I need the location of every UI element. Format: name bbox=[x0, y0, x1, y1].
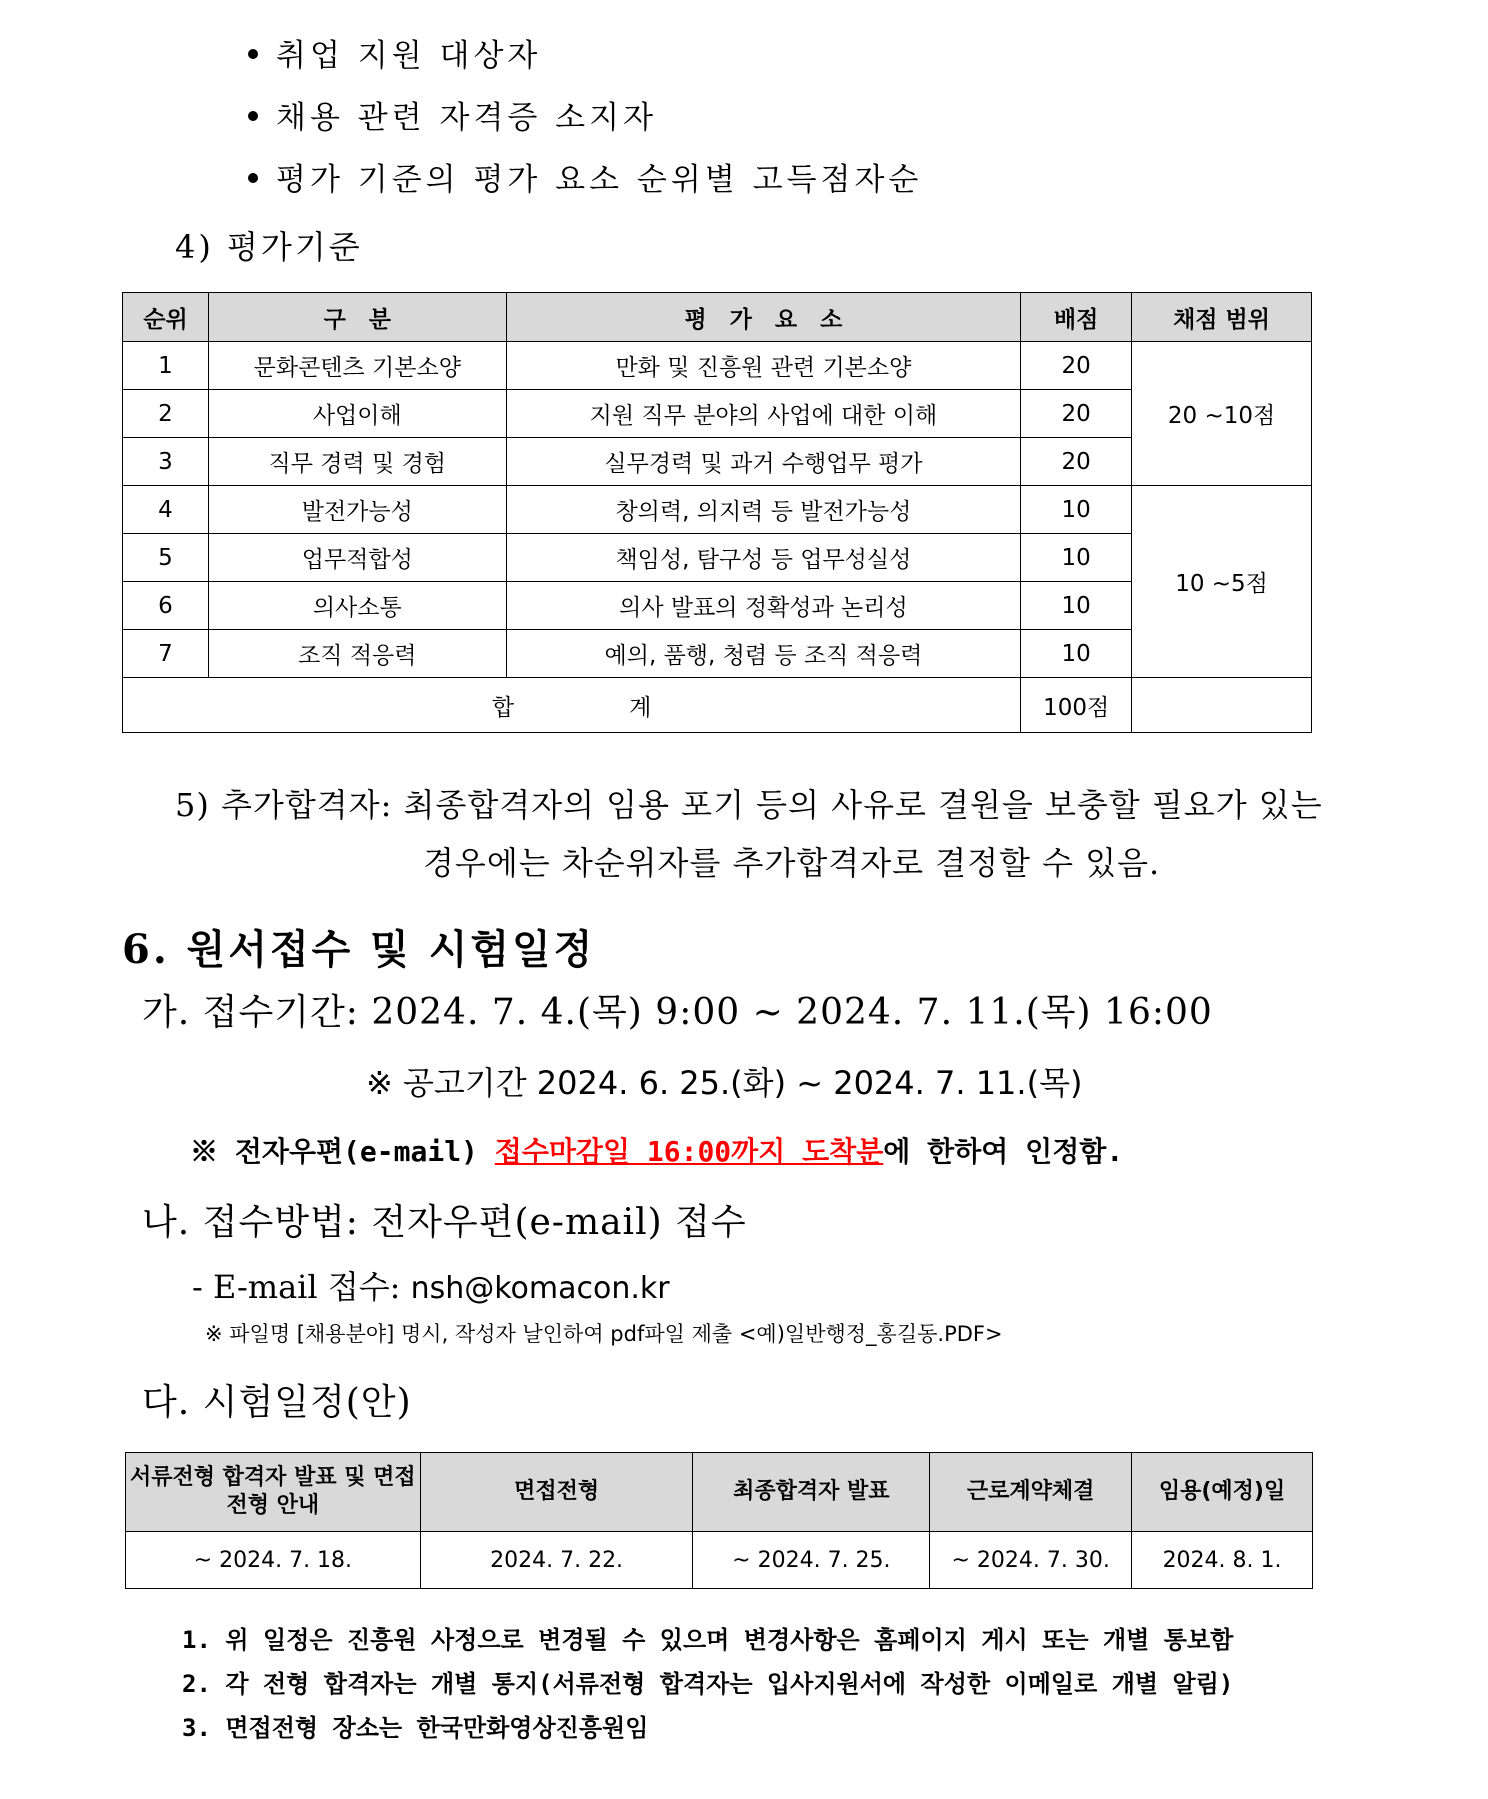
rank-cell: 4 bbox=[123, 486, 209, 534]
section5-line2: 경우에는 차순위자를 추가합격자로 결정할 수 있음. bbox=[423, 844, 1161, 882]
bullet-text: 취업 지원 대상자 bbox=[276, 38, 542, 74]
header-contract: 근로계약체결 bbox=[930, 1453, 1132, 1532]
notice-period: ※ 공고기간 2024. 6. 25.(화) ~ 2024. 7. 11.(목) bbox=[366, 1064, 1083, 1102]
table-row bbox=[123, 342, 1312, 390]
bullet-dot bbox=[248, 173, 258, 183]
exam-schedule-table bbox=[125, 1452, 1313, 1589]
header-document-result: 서류전형 합격자 발표 및 면접전형 안내 bbox=[126, 1453, 421, 1532]
table-row bbox=[123, 486, 1312, 534]
bullet-item bbox=[248, 154, 922, 199]
category-cell: 업무적합성 bbox=[208, 534, 506, 582]
exam-schedule-title: 다. 시험일정(안) bbox=[142, 1382, 412, 1423]
email-line bbox=[192, 1262, 670, 1308]
element-cell: 지원 직무 분야의 사업에 대한 이해 bbox=[506, 390, 1021, 438]
bullet-item bbox=[248, 30, 541, 75]
notice-suffix: 에 한하여 인정함. bbox=[883, 1135, 1124, 1168]
category-cell: 조직 적응력 bbox=[208, 630, 506, 678]
element-cell: 창의력, 의지력 등 발전가능성 bbox=[506, 486, 1021, 534]
application-period: 가. 접수기간: 2024. 7. 4.(목) 9:00 ~ 2024. 7. 11.(목) 16:00 bbox=[142, 992, 1213, 1033]
bullet-dot bbox=[248, 111, 258, 121]
note-item: 3. 면접전형 장소는 한국만화영상진흥원임 bbox=[182, 1714, 649, 1742]
header-score: 배점 bbox=[1021, 293, 1132, 342]
file-name-note: ※ 파일명 [채용분야] 명시, 작성자 날인하여 pdf파일 제출 <예)일반행정_홍길동.PDF> bbox=[205, 1322, 1003, 1346]
date-cell: 2024. 7. 22. bbox=[420, 1532, 693, 1589]
bullet-dot bbox=[248, 49, 258, 59]
range-cell: 10 ~5점 bbox=[1132, 486, 1312, 678]
evaluation-criteria-table bbox=[122, 292, 1312, 733]
category-cell: 문화콘텐츠 기본소양 bbox=[208, 342, 506, 390]
date-cell: ~ 2024. 7. 30. bbox=[930, 1532, 1132, 1589]
element-cell: 의사 발표의 정확성과 논리성 bbox=[506, 582, 1021, 630]
header-range: 채점 범위 bbox=[1132, 293, 1312, 342]
score-cell: 20 bbox=[1021, 342, 1132, 390]
header-category: 구 분 bbox=[208, 293, 506, 342]
rank-cell: 1 bbox=[123, 342, 209, 390]
table-total-row bbox=[123, 678, 1312, 733]
header-rank: 순위 bbox=[123, 293, 209, 342]
rank-cell: 7 bbox=[123, 630, 209, 678]
rank-cell: 6 bbox=[123, 582, 209, 630]
total-label: 합 계 bbox=[123, 678, 1021, 733]
rank-cell: 5 bbox=[123, 534, 209, 582]
table-header-row bbox=[126, 1453, 1313, 1532]
note-item: 1. 위 일정은 진흥원 사정으로 변경될 수 있으며 변경사항은 홈페이지 게시 또는 개별 통보함 bbox=[182, 1626, 1234, 1654]
category-cell: 사업이해 bbox=[208, 390, 506, 438]
email-label: - E-mail 접수: bbox=[192, 1268, 411, 1306]
element-cell: 만화 및 진흥원 관련 기본소양 bbox=[506, 342, 1021, 390]
total-empty-cell bbox=[1132, 678, 1312, 733]
element-cell: 책임성, 탐구성 등 업무성실성 bbox=[506, 534, 1021, 582]
section4-title: 4) 평가기준 bbox=[175, 228, 363, 266]
rank-cell: 3 bbox=[123, 438, 209, 486]
deadline-highlight: 접수마감일 16:00까지 도착분 bbox=[494, 1135, 884, 1168]
bullet-text: 채용 관련 자격증 소지자 bbox=[276, 100, 658, 136]
table-header-row bbox=[123, 293, 1312, 342]
score-cell: 10 bbox=[1021, 630, 1132, 678]
category-cell: 발전가능성 bbox=[208, 486, 506, 534]
date-cell: ~ 2024. 7. 25. bbox=[693, 1532, 930, 1589]
category-cell: 직무 경력 및 경험 bbox=[208, 438, 506, 486]
header-final-result: 최종합격자 발표 bbox=[693, 1453, 930, 1532]
section5-line1: 5) 추가합격자: 최종합격자의 임용 포기 등의 사유로 결원을 보충할 필요가 있는 bbox=[175, 786, 1323, 824]
element-cell: 실무경력 및 과거 수행업무 평가 bbox=[506, 438, 1021, 486]
table-row bbox=[126, 1532, 1313, 1589]
header-appointment: 임용(예정)일 bbox=[1132, 1453, 1313, 1532]
date-cell: ~ 2024. 7. 18. bbox=[126, 1532, 421, 1589]
note-item: 2. 각 전형 합격자는 개별 통지(서류전형 합격자는 입사지원서에 작성한 이메일로 개별 알림) bbox=[182, 1670, 1234, 1698]
header-interview: 면접전형 bbox=[420, 1453, 693, 1532]
section6-title: 6. 원서접수 및 시험일정 bbox=[122, 926, 596, 973]
score-cell: 20 bbox=[1021, 390, 1132, 438]
range-cell: 20 ~10점 bbox=[1132, 342, 1312, 486]
notice-prefix: ※ 전자우편(e-mail) bbox=[190, 1135, 495, 1168]
total-score: 100점 bbox=[1021, 678, 1132, 733]
bullet-text: 평가 기준의 평가 요소 순위별 고득점자순 bbox=[276, 162, 923, 198]
bullet-item bbox=[248, 92, 657, 137]
score-cell: 10 bbox=[1021, 582, 1132, 630]
header-element: 평 가 요 소 bbox=[506, 293, 1021, 342]
rank-cell: 2 bbox=[123, 390, 209, 438]
email-address: nsh@komacon.kr bbox=[410, 1271, 670, 1306]
notice-email-deadline bbox=[190, 1130, 1123, 1170]
date-cell: 2024. 8. 1. bbox=[1132, 1532, 1313, 1589]
score-cell: 10 bbox=[1021, 534, 1132, 582]
category-cell: 의사소통 bbox=[208, 582, 506, 630]
element-cell: 예의, 품행, 청렴 등 조직 적응력 bbox=[506, 630, 1021, 678]
application-method: 나. 접수방법: 전자우편(e-mail) 접수 bbox=[142, 1202, 747, 1243]
score-cell: 10 bbox=[1021, 486, 1132, 534]
score-cell: 20 bbox=[1021, 438, 1132, 486]
